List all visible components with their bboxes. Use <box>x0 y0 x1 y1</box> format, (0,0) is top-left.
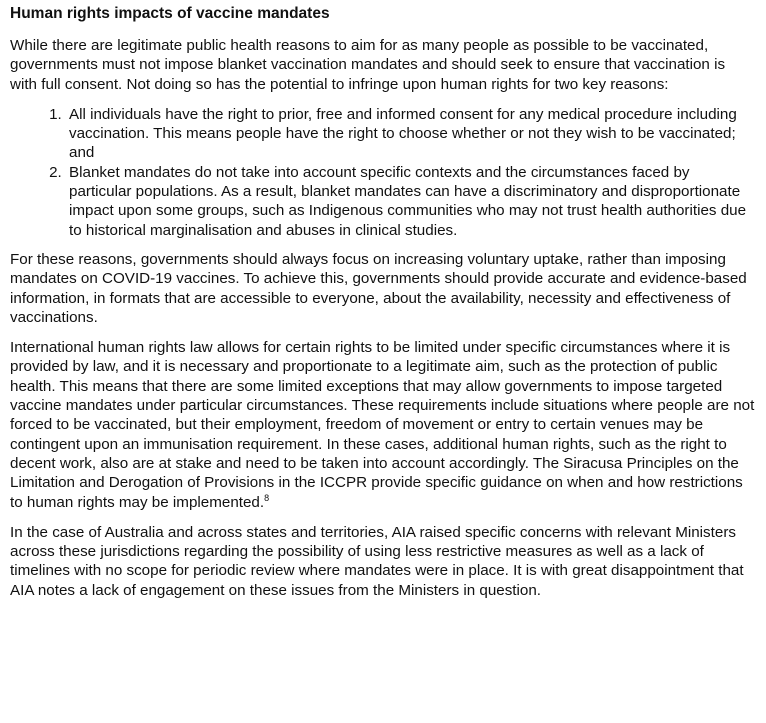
section-heading: Human rights impacts of vaccine mandates <box>10 5 330 22</box>
australia-paragraph: In the case of Australia and across states and territories, AIA raised specific concerns with relevant Ministers across these jurisdictions regarding the possibility of using less restrictive measures as well as a lack of timelines with no scope for periodic review where mandates were in place. It is with great disappointment that AIA notes a lack of engagement on these issues from the Ministers in question. <box>10 523 744 599</box>
footnote-reference[interactable]: 8 <box>264 492 270 503</box>
key-reasons-list <box>10 105 756 240</box>
list-item: 2. Blanket mandates do not take into account specific contexts and the circumstances faced by particular populations. As a result, blanket mandates can have a discriminatory and disproportionate impact upon some groups, such as Indigenous communities who may not trust health authorities due to historical marginalisation and abuses in clinical studies. <box>66 163 756 240</box>
intro-paragraph: While there are legitimate public health reasons to aim for as many people as possible to be vaccinated, governments must not impose blanket vaccination mandates and should seek to ensure that vaccination is with full consent. Not doing so has the potential to infringe upon human rights for two key reasons: <box>10 37 726 93</box>
voluntary-uptake-paragraph: For these reasons, governments should always focus on increasing voluntary uptake, rather than imposing mandates on COVID-19 vaccines. To achieve this, governments should provide accurate and evidence-based information, in formats that are accessible to everyone, about the availability, necessity and effectiveness of vaccinations. <box>10 250 747 326</box>
international-law-text: International human rights law allows for certain rights to be limited under specific circumstances where it is provided by law, and it is necessary and proportionate to a legitimate aim, such as the protection of public health. This means that there are some limited exceptions that may allow governments to impose targeted vaccine mandates under particular circumstances. These requirements include situations where people are not forced to be vaccinated, but their employment, freedom of movement or entry to certain venues may be contingent upon an immunisation requirement. In these cases, additional human rights, such as the right to decent work, also are at stake and need to be taken into account accordingly. The Siracusa Principles on the Limitation and Derogation of Provisions in the ICCPR provide specific guidance on when and how restrictions to human rights may be implemented. <box>10 339 755 511</box>
international-law-paragraph <box>10 338 756 512</box>
list-item: 1. All individuals have the right to prior, free and informed consent for any medical procedure including vaccination. This means people have the right to choose whether or not they wish to be vaccinated; and <box>66 105 756 163</box>
